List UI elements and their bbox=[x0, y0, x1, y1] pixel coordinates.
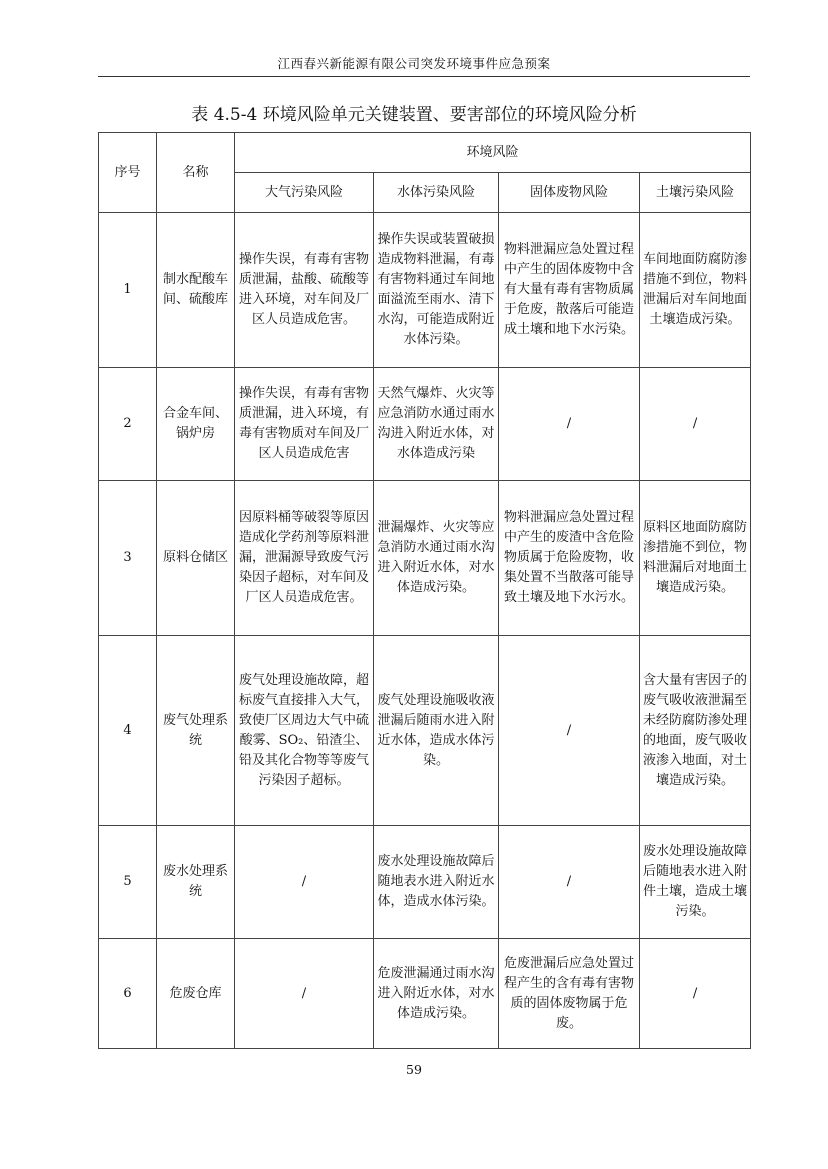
row-solid: 危废泄漏后应急处置过程产生的含有毒有害物质的固体废物属于危废。 bbox=[499, 939, 640, 1049]
table-row bbox=[99, 368, 751, 481]
row-soil: / bbox=[640, 368, 751, 481]
row-name: 危废仓库 bbox=[157, 939, 235, 1049]
header-seq: 序号 bbox=[99, 133, 157, 213]
row-name: 废水处理系统 bbox=[157, 826, 235, 939]
row-solid: 物料泄漏应急处置过程中产生的废渣中含危险物质属于危险废物，收集处置不当散落可能导致土壤及地下水污水。 bbox=[499, 481, 640, 636]
row-atmosphere: 因原料桶等破裂等原因造成化学药剂等原料泄漏，泄漏源导致废气污染因子超标，对车间及厂区人员造成危害。 bbox=[235, 481, 374, 636]
row-seq: 1 bbox=[99, 213, 157, 368]
row-name: 合金车间、锅炉房 bbox=[157, 368, 235, 481]
row-atmosphere: / bbox=[235, 826, 374, 939]
table-row bbox=[99, 213, 751, 368]
row-solid: / bbox=[499, 636, 640, 826]
risk-analysis-table bbox=[98, 132, 751, 1049]
header-name: 名称 bbox=[157, 133, 235, 213]
row-name: 原料仓储区 bbox=[157, 481, 235, 636]
table-row bbox=[99, 826, 751, 939]
row-name: 制水配酸车间、硫酸库 bbox=[157, 213, 235, 368]
row-name: 废气处理系统 bbox=[157, 636, 235, 826]
row-solid: / bbox=[499, 368, 640, 481]
row-seq: 2 bbox=[99, 368, 157, 481]
header-env-risk: 环境风险 bbox=[235, 133, 751, 173]
header-soil: 土壤污染风险 bbox=[640, 173, 751, 213]
row-soil: 车间地面防腐防渗措施不到位，物料泄漏后对车间地面土壤造成污染。 bbox=[640, 213, 751, 368]
row-soil: 原料区地面防腐防渗措施不到位，物料泄漏后对地面土壤造成污染。 bbox=[640, 481, 751, 636]
header-water: 水体污染风险 bbox=[374, 173, 499, 213]
row-atmosphere: 废气处理设施故障，超标废气直接排入大气，致使厂区周边大气中硫酸雾、SO₂、铅渣尘、铅及其化合物等等废气污染因子超标。 bbox=[235, 636, 374, 826]
row-water: 操作失误或装置破损造成物料泄漏，有毒有害物料通过车间地面溢流至雨水、清下水沟，可能造成附近水体污染。 bbox=[374, 213, 499, 368]
table-row bbox=[99, 481, 751, 636]
row-solid: / bbox=[499, 826, 640, 939]
row-seq: 5 bbox=[99, 826, 157, 939]
row-water: 废水处理设施故障后随地表水进入附近水体，造成水体污染。 bbox=[374, 826, 499, 939]
header-atmosphere: 大气污染风险 bbox=[235, 173, 374, 213]
header-divider bbox=[98, 76, 750, 77]
table-row bbox=[99, 939, 751, 1049]
row-atmosphere: 操作失误，有毒有害物质泄漏，进入环境，有毒有害物质对车间及厂区人员造成危害 bbox=[235, 368, 374, 481]
row-atmosphere: / bbox=[235, 939, 374, 1049]
row-seq: 3 bbox=[99, 481, 157, 636]
page-header: 江西春兴新能源有限公司突发环境事件应急预案 bbox=[277, 56, 551, 71]
row-seq: 6 bbox=[99, 939, 157, 1049]
row-soil: 含大量有害因子的废气吸收液泄漏至未经防腐防渗处理的地面，废气吸收液渗入地面，对土壤造成污染。 bbox=[640, 636, 751, 826]
page-number: 59 bbox=[406, 1062, 422, 1077]
row-atmosphere: 操作失误，有毒有害物质泄漏，盐酸、硫酸等进入环境，对车间及厂区人员造成危害。 bbox=[235, 213, 374, 368]
row-seq: 4 bbox=[99, 636, 157, 826]
row-soil: 废水处理设施故障后随地表水进入附件土壤，造成土壤污染。 bbox=[640, 826, 751, 939]
table-row bbox=[99, 636, 751, 826]
row-water: 废气处理设施吸收液泄漏后随雨水进入附近水体，造成水体污染。 bbox=[374, 636, 499, 826]
header-solid: 固体废物风险 bbox=[499, 173, 640, 213]
row-soil: / bbox=[640, 939, 751, 1049]
row-solid: 物料泄漏应急处置过程中产生的固体废物中含有大量有毒有害物质属于危废，散落后可能造成土壤和地下水污染。 bbox=[499, 213, 640, 368]
table-title: 表 4.5-4 环境风险单元关键装置、要害部位的环境风险分析 bbox=[191, 105, 637, 125]
row-water: 危废泄漏通过雨水沟进入附近水体，对水体造成污染。 bbox=[374, 939, 499, 1049]
row-water: 天然气爆炸、火灾等应急消防水通过雨水沟进入附近水体，对水体造成污染 bbox=[374, 368, 499, 481]
row-water: 泄漏爆炸、火灾等应急消防水通过雨水沟进入附近水体，对水体造成污染。 bbox=[374, 481, 499, 636]
